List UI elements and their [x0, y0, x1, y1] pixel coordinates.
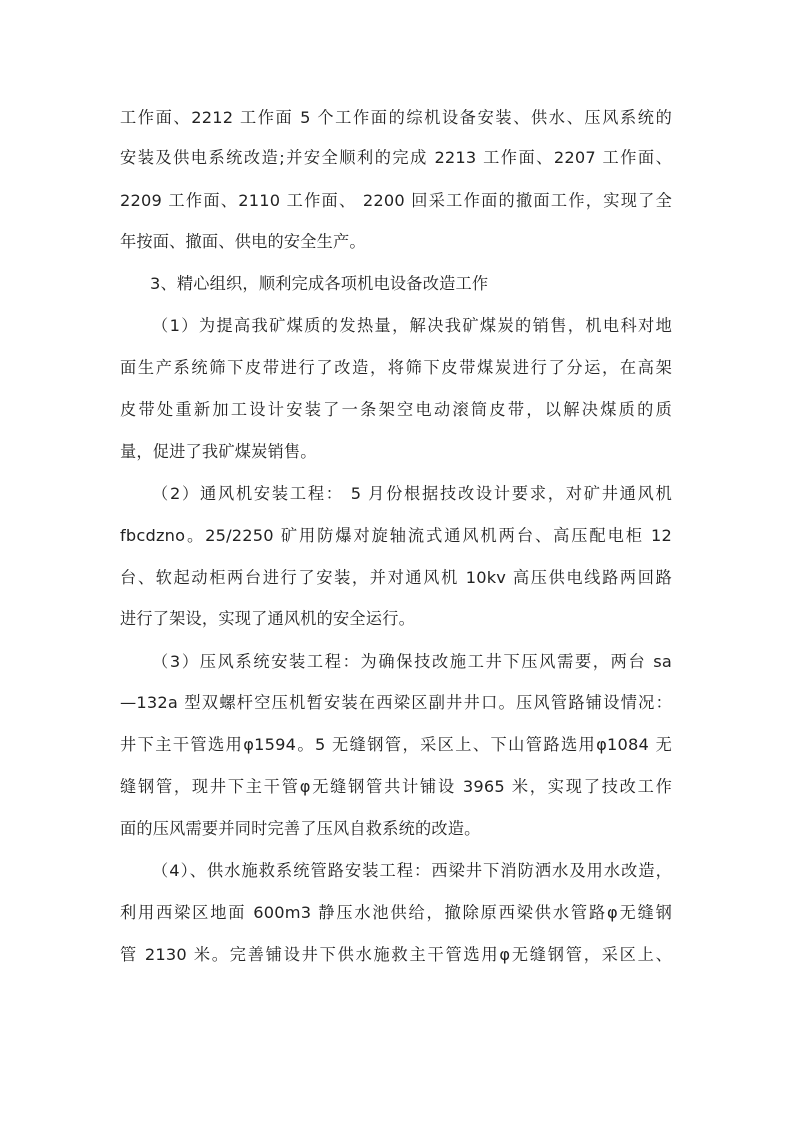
text-line: 年按面、撤面、供电的安全生产。 [120, 232, 366, 251]
text-line: 缝钢管，现井下主干管φ无缝钢管共计铺设 3965 米，实现了技改工作 [120, 777, 672, 796]
text-line: 2209 工作面、2110 工作面、 2200 回采工作面的撤面工作，实现了全 [120, 191, 672, 210]
text-line: 管 2130 米。完善铺设井下供水施救主干管选用φ无缝钢管，采区上、 [120, 945, 672, 964]
text-line: 面生产系统筛下皮带进行了改造，将筛下皮带煤炭进行了分运，在高架 [120, 358, 672, 377]
paragraph-start: （3）压风系统安装工程：为确保技改施工井下压风需要，两台 sa [152, 652, 672, 671]
text-line: fbcdzno。25/2250 矿用防爆对旋轴流式通风机两台、高压配电柜 12 [120, 526, 672, 545]
text-line: 量，促进了我矿煤炭销售。 [120, 442, 317, 461]
text-line: 利用西梁区地面 600m3 静压水池供给，撤除原西梁供水管路φ无缝钢 [120, 903, 672, 922]
text-line: 进行了架设，实现了通风机的安全运行。 [120, 609, 415, 628]
text-line: 工作面、2212 工作面 5 个工作面的综机设备安装、供水、压风系统的 [120, 108, 672, 127]
text-line: 面的压风需要并同时完善了压风自救系统的改造。 [120, 819, 481, 838]
text-line: 安装及供电系统改造;并安全顺利的完成 2213 工作面、2207 工作面、 [120, 148, 672, 167]
paragraph-start: （1）为提高我矿煤质的发热量，解决我矿煤炭的销售，机电科对地 [152, 316, 672, 335]
paragraph-start: （4）、供水施救系统管路安装工程：西梁井下消防洒水及用水改造， [152, 861, 672, 880]
text-line: 井下主干管选用φ1594。5 无缝钢管，采区上、下山管路选用φ1084 无 [120, 735, 672, 754]
section-heading: 3、精心组织，顺利完成各项机电设备改造工作 [150, 274, 489, 293]
paragraph-start: （2）通风机安装工程： 5 月份根据技改设计要求，对矿井通风机 [152, 484, 672, 503]
text-line: 皮带处重新加工设计安装了一条架空电动滚筒皮带，以解决煤质的质 [120, 400, 672, 419]
text-line: —132a 型双螺杆空压机暂安装在西梁区副井井口。压风管路铺设情况： [120, 693, 672, 712]
text-line: 台、软起动柜两台进行了安装，并对通风机 10kv 高压供电线路两回路 [120, 568, 672, 587]
